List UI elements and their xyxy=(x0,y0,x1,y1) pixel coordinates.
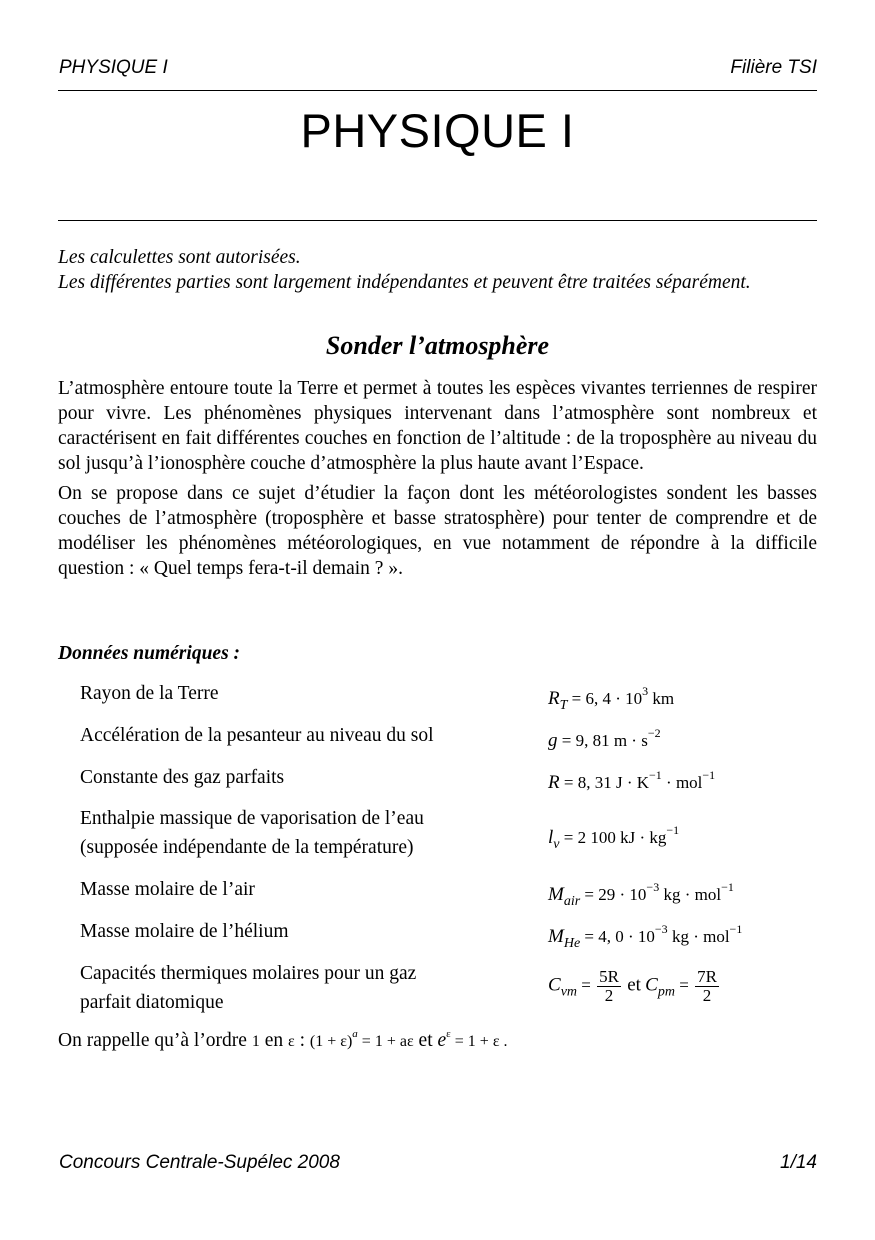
data-label-gas-constant: Constante des gaz parfaits xyxy=(80,767,285,788)
fraction: $\frac{5R}{2}$ xyxy=(599,967,619,1005)
introduction-text xyxy=(58,376,817,586)
data-label-line: Capacités thermiques molaires pour un gaz xyxy=(80,963,417,984)
data-value-air-molar-mass: $M_{air} = 29 \cdot 10^{-3}$ kg · mol$^{-1}$ xyxy=(548,880,734,909)
section-title: Sonder l’atmosphère xyxy=(325,331,550,360)
page-number: 1/14 xyxy=(780,1152,817,1173)
data-value-gravity: g = 9, 81 $m \cdot s^{-2}$ xyxy=(548,726,661,751)
data-heading: Données numériques : xyxy=(58,643,241,664)
header-rule xyxy=(58,90,817,91)
page-title: PHYSIQUE I xyxy=(300,104,575,157)
data-label-line: (supposée indépendante de la température) xyxy=(80,837,414,858)
data-value-helium-molar-mass: $M_{He} = 4$, $0 \cdot 10^{-3}$ kg · mol$^{-1}$ xyxy=(548,922,743,951)
instruction-calculators: Les calculettes sont autorisées. xyxy=(58,247,301,268)
footer-exam: Concours Centrale-Supélec 2008 xyxy=(59,1152,340,1173)
data-label-helium-molar-mass: Masse molaire de l’hélium xyxy=(80,921,289,942)
data-label-heat-capacities xyxy=(80,959,416,1017)
paragraph: L’atmosphère entoure toute la Terre et permet à toutes les espèces vivantes terriennes de respirer pour vivre. Les phénomènes physiques intervenant dans l’atmosphère sont nombreux et caractérisent en fait différentes couches en fonction de l’altitude : de la troposphère au niveau du sol jusqu’à l’ionosphère couche d’atmosphère la plus haute avant l’Espace. xyxy=(58,378,817,474)
page-header xyxy=(59,57,817,79)
paragraph: On se propose dans ce sujet d’étudier la façon dont les météorologistes sondent les basses couches de l’atmosphère (troposphère et basse stratosphère) pour tenter de comprendre et de modéliser les phénomènes météorologiques, en vue notamment de répondre à la difficile question : « Quel temps fera-t-il demain ? ». xyxy=(58,483,817,579)
data-value-heat-capacities: $C_{vm}$ = $\frac{5R}{2}$ et $C_{pm}$ = $\frac{7R}{2}$ xyxy=(548,967,717,1005)
data-label-vaporization xyxy=(80,804,424,862)
data-label-air-molar-mass: Masse molaire de l’air xyxy=(80,879,255,900)
instructions xyxy=(58,245,817,295)
header-track: Filière TSI xyxy=(730,57,817,78)
data-value-vaporization: $l_v = 2$ 100 kJ · $kg^{-1}$ xyxy=(548,823,680,852)
data-value-earth-radius: $R_T = 6$, $4 \cdot 10^3$ km xyxy=(548,684,675,713)
approximation-reminder: On rappelle qu’à l’ordre 1 en ε : $(1 + \varepsilon)^a = 1 + a\varepsilon$ et $e^\varepsilon = 1 + \varepsilon$ . xyxy=(58,1028,508,1051)
data-label-line: parfait diatomique xyxy=(80,992,224,1013)
header-subject: PHYSIQUE I xyxy=(59,57,168,78)
data-label-gravity: Accélération de la pesanteur au niveau du sol xyxy=(80,725,434,746)
fraction: $\frac{7R}{2}$ xyxy=(697,967,717,1005)
instruction-parts: Les différentes parties sont largement indépendantes et peuvent être traitées séparément. xyxy=(58,272,751,293)
data-value-gas-constant: R = 8, 31 $J \cdot K^{-1} \cdot mol^{-1}$ xyxy=(548,768,716,793)
title-rule xyxy=(58,220,817,221)
data-label-earth-radius: Rayon de la Terre xyxy=(80,683,219,704)
data-label-line: Enthalpie massique de vaporisation de l’eau xyxy=(80,808,424,829)
